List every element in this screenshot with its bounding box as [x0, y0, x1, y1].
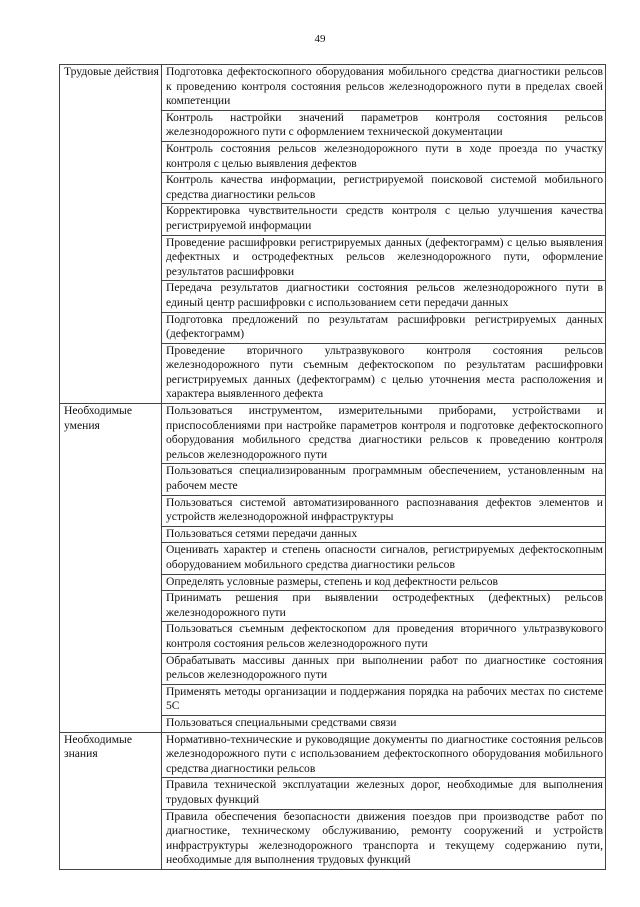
- table-row: [60, 732, 606, 778]
- requirement-item: Пользоваться сетями передачи данных: [162, 526, 606, 543]
- requirement-item: Пользоваться системой автоматизированного распознавания дефектов элементов и устройств железнодорожной инфраструктуры: [162, 495, 606, 526]
- requirement-item: Корректировка чувствительности средств контроля с целью улучшения качества регистрируемой информации: [162, 204, 606, 235]
- requirement-item: Определять условные размеры, степень и код дефектности рельсов: [162, 574, 606, 591]
- requirement-item: Оценивать характер и степень опасности сигналов, регистрируемых дефектоскопным оборудованием мобильного средства диагностики рельсов: [162, 543, 606, 574]
- section-label-labor-actions: Трудовые действия: [60, 65, 162, 404]
- requirement-item: Пользоваться специализированным программным обеспечением, установленным на рабочем месте: [162, 464, 606, 495]
- requirement-item: Контроль состояния рельсов железнодорожного пути в ходе проезда по участку контроля с целью выявления дефектов: [162, 141, 606, 172]
- requirement-item: Правила технической эксплуатации железных дорог, необходимые для выполнения трудовых функций: [162, 778, 606, 809]
- requirement-item: Пользоваться съемным дефектоскопом для проведения вторичного ультразвукового контроля состояния рельсов железнодорожного пути: [162, 622, 606, 653]
- requirement-item: Пользоваться инструментом, измерительными приборами, устройствами и приспособлениями при настройке параметров контроля и подготовке дефектоскопного оборудования мобильного средства диагностики рельсов к проведению контроля рельсов железнодорожного пути: [162, 404, 606, 464]
- table-row: [60, 65, 606, 111]
- requirement-item: Обрабатывать массивы данных при выполнении работ по диагностике состояния рельсов железнодорожного пути: [162, 653, 606, 684]
- requirement-item: Принимать решения при выявлении остродефектных (дефектных) рельсов железнодорожного пути: [162, 591, 606, 622]
- requirement-item: Пользоваться специальными средствами связи: [162, 715, 606, 732]
- requirement-item: Подготовка дефектоскопного оборудования мобильного средства диагностики рельсов к проведению контроля состояния рельсов железнодорожного пути в пределах своей компетенции: [162, 65, 606, 111]
- requirement-item: Проведение вторичного ультразвукового контроля состояния рельсов железнодорожного пути съемным дефектоскопом по результатам расшифровки регистрируемых данных (дефектограмм) с целью уточнения места расположения и характера выявленного дефекта: [162, 343, 606, 403]
- section-label-required-knowledge: Необходимые знания: [60, 732, 162, 869]
- requirement-item: Передача результатов диагностики состояния рельсов железнодорожного пути в единый центр расшифровки с использованием сети передачи данных: [162, 281, 606, 312]
- requirements-table-body: [60, 65, 606, 870]
- requirements-table: [59, 64, 606, 870]
- requirement-item: Применять методы организации и поддержания порядка на рабочих местах по системе 5С: [162, 684, 606, 715]
- requirement-item: Проведение расшифровки регистрируемых данных (дефектограмм) с целью выявления дефектных и остродефектных рельсов железнодорожного пути, оформление результатов расшифровки: [162, 235, 606, 281]
- requirement-item: Контроль качества информации, регистрируемой поисковой системой мобильного средства диагностики рельсов: [162, 173, 606, 204]
- requirement-item: Подготовка предложений по результатам расшифровки регистрируемых данных (дефектограмм): [162, 312, 606, 343]
- page-number: 49: [314, 33, 326, 45]
- table-row: [60, 404, 606, 464]
- requirement-item: Правила обеспечения безопасности движения поездов при производстве работ по диагностике, техническому обслуживанию, ремонту сооружений и устройств инфраструктуры железнодорожного транспорта и текущему содержанию пути, необходимые для выполнения трудовых функций: [162, 809, 606, 869]
- requirement-item: Нормативно-технические и руководящие документы по диагностике состояния рельсов железнодорожного пути с использованием дефектоскопного оборудования мобильного средства диагностики рельсов: [162, 732, 606, 778]
- requirement-item: Контроль настройки значений параметров контроля состояния рельсов железнодорожного пути с оформлением технической документации: [162, 110, 606, 141]
- section-label-required-skills: Необходимые умения: [60, 404, 162, 732]
